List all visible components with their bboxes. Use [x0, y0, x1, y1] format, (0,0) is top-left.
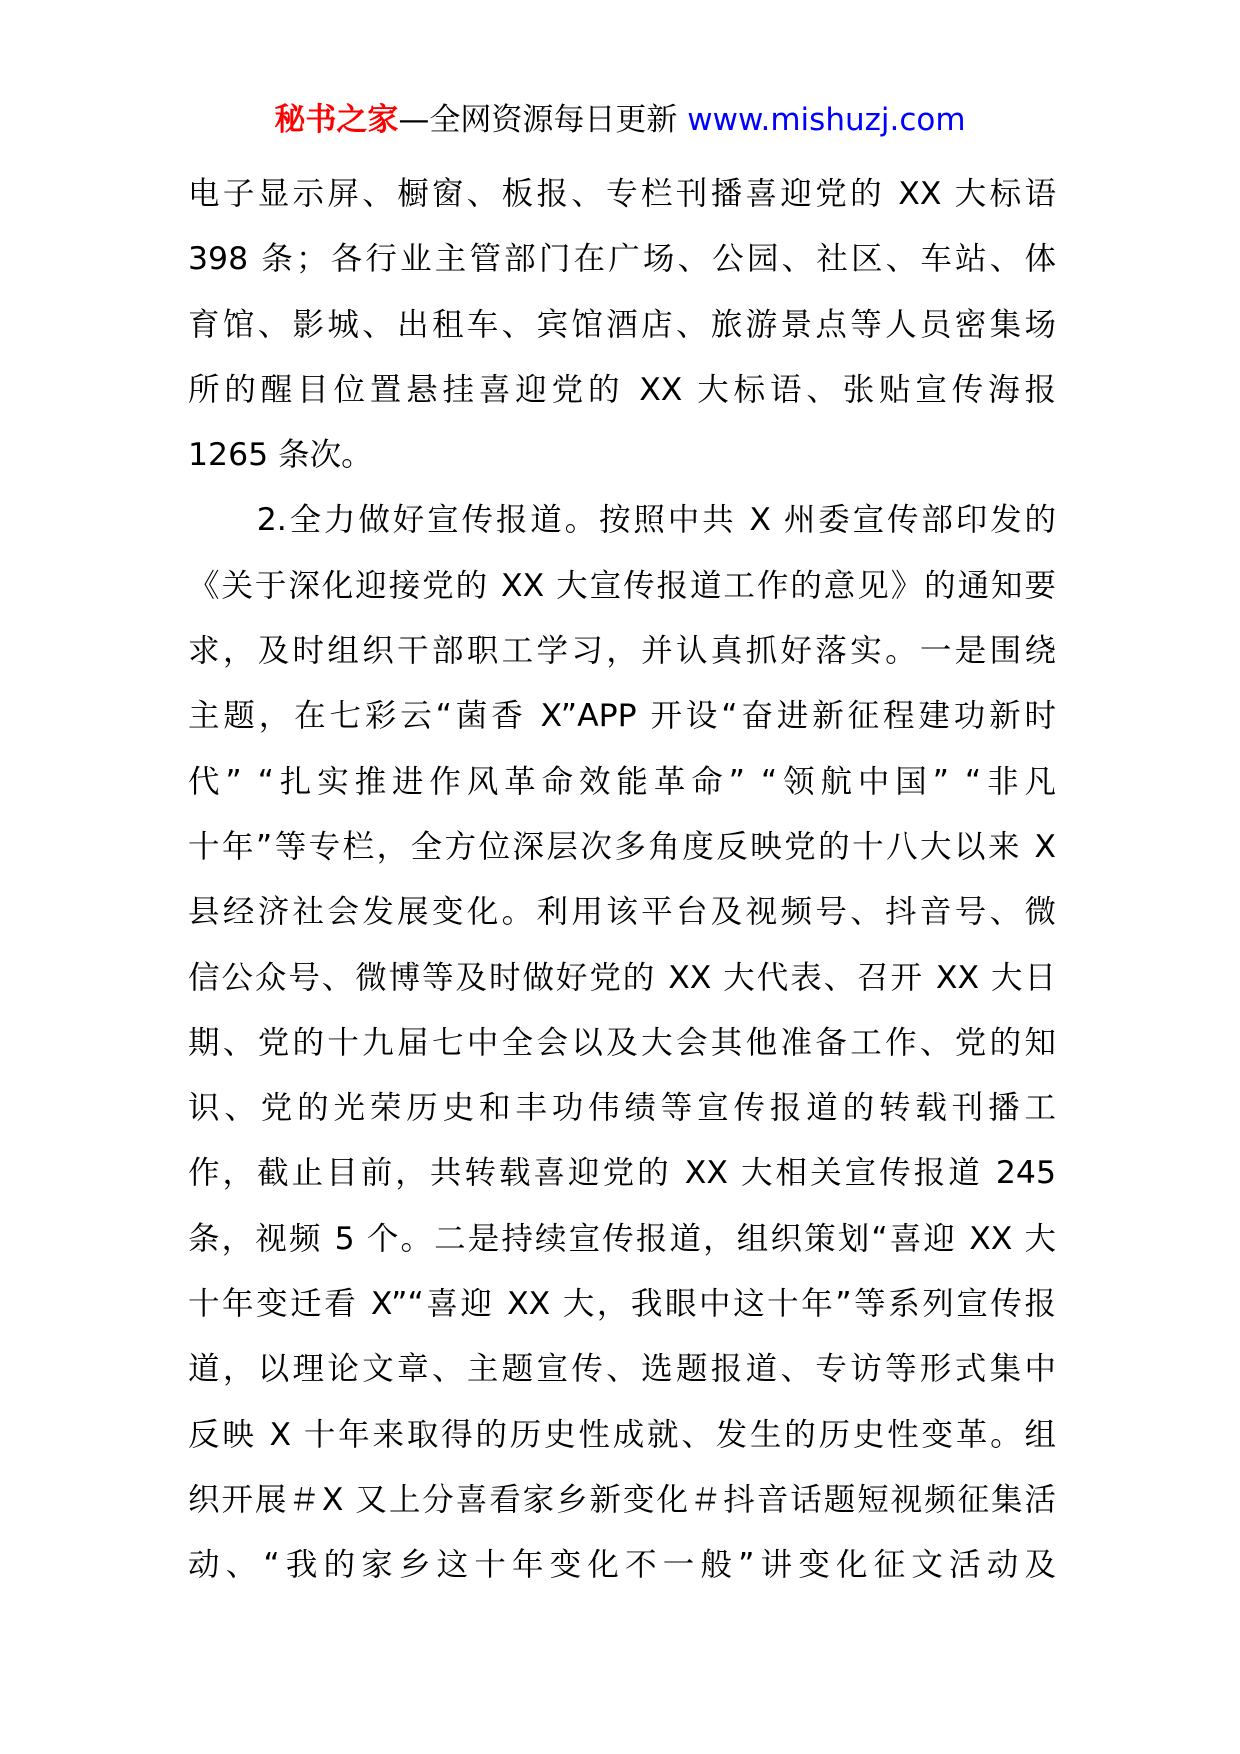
- text-line: 398 条；各行业主管部门在广场、公园、社区、车站、体: [188, 241, 1056, 278]
- text-line: 2.全力做好宣传报道。按照中共 X 州委宣传部印发的: [188, 502, 1056, 539]
- text-line: 道，以理论文章、主题宣传、选题报道、专访等形式集中: [188, 1351, 1056, 1388]
- text-line: 反映 X 十年来取得的历史性成就、发生的历史性变革。组: [188, 1416, 1056, 1453]
- text-line: 织开展＃X 又上分喜看家乡新变化＃抖音话题短视频征集活: [188, 1481, 1056, 1518]
- text-line: 《关于深化迎接党的 XX 大宣传报道工作的意见》的通知要: [188, 567, 1056, 604]
- document-body: [188, 162, 1056, 1599]
- text-line: 求，及时组织干部职工学习，并认真抓好落实。一是围绕: [188, 633, 1056, 670]
- text-line: 识、党的光荣历史和丰功伟绩等宣传报道的转载刊播工: [188, 1090, 1056, 1127]
- text-line: 信公众号、微博等及时做好党的 XX 大代表、召开 XX 大日: [188, 959, 1056, 996]
- text-line: 主题，在七彩云“菌香 X”APP 开设“奋进新征程建功新时: [188, 698, 1056, 735]
- text-line: 1265 条次。: [188, 437, 373, 474]
- text-line: 育馆、影城、出租车、宾馆酒店、旅游景点等人员密集场: [188, 306, 1056, 343]
- text-line: 动、“我的家乡这十年变化不一般”讲变化征文活动及: [188, 1547, 1056, 1584]
- text-line: 所的醒目位置悬挂喜迎党的 XX 大标语、张贴宣传海报: [188, 371, 1056, 408]
- site-url: www.mishuzj.com: [687, 102, 966, 138]
- brand-name: 秘书之家: [274, 102, 399, 138]
- header-tagline: —全网资源每日更新: [398, 102, 688, 138]
- text-line: 期、党的十九届七中全会以及大会其他准备工作、党的知: [188, 1024, 1056, 1061]
- text-line: 电子显示屏、橱窗、板报、专栏刊播喜迎党的 XX 大标语: [188, 176, 1056, 212]
- text-line: 十年变迁看 X”“喜迎 XX 大，我眼中这十年”等系列宣传报: [188, 1286, 1056, 1323]
- text-line: 十年”等专栏，全方位深层次多角度反映党的十八大以来 X: [188, 828, 1056, 865]
- site-header: [0, 100, 1240, 140]
- paragraph: [188, 488, 1056, 1598]
- paragraph: [188, 162, 1056, 488]
- text-line: 代” “扎实推进作风革命效能革命” “领航中国” “非凡: [188, 763, 1056, 800]
- text-line: 作，截止目前，共转载喜迎党的 XX 大相关宣传报道 245: [188, 1155, 1056, 1192]
- text-line: 条，视频 5 个。二是持续宣传报道，组织策划“喜迎 XX 大: [188, 1220, 1056, 1257]
- text-line: 县经济社会发展变化。利用该平台及视频号、抖音号、微: [188, 894, 1056, 931]
